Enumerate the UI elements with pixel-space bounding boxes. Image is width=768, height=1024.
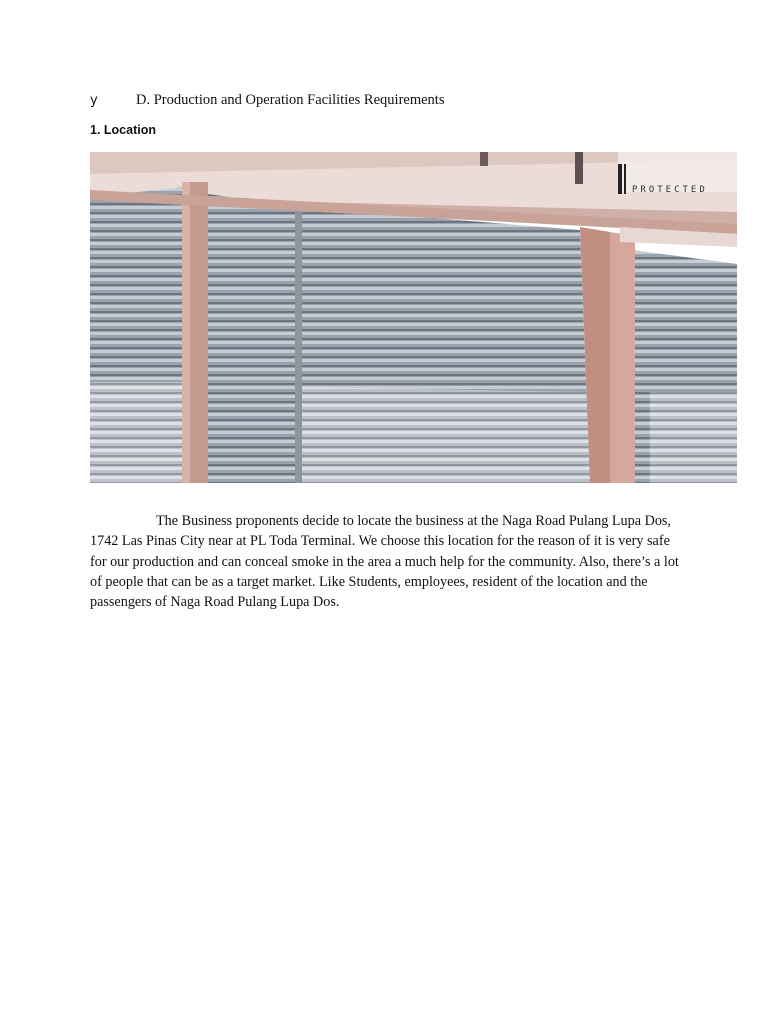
storefront-photo xyxy=(90,152,737,483)
bullet-marker: y xyxy=(90,93,98,108)
section-heading-row xyxy=(90,92,444,109)
location-subheading: 1. Location xyxy=(90,123,156,137)
location-paragraph-text: The Business proponents decide to locate the business at the Naga Road Pulang Lupa Dos, 1742 Las Pinas City near at PL Toda Terminal. We choose this location for the reason of it is very safe for our production and can conceal smoke in the area a much help for the community. Also, there’s a lot of people that can be as a target market. Like Students, employees, resident of the location and the passengers of Naga Road Pulang Lupa Dos. xyxy=(90,513,679,611)
location-paragraph xyxy=(90,511,680,612)
watermark-text: PROTECTED xyxy=(632,185,708,195)
section-heading: D. Production and Operation Facilities Requirements xyxy=(136,92,445,108)
